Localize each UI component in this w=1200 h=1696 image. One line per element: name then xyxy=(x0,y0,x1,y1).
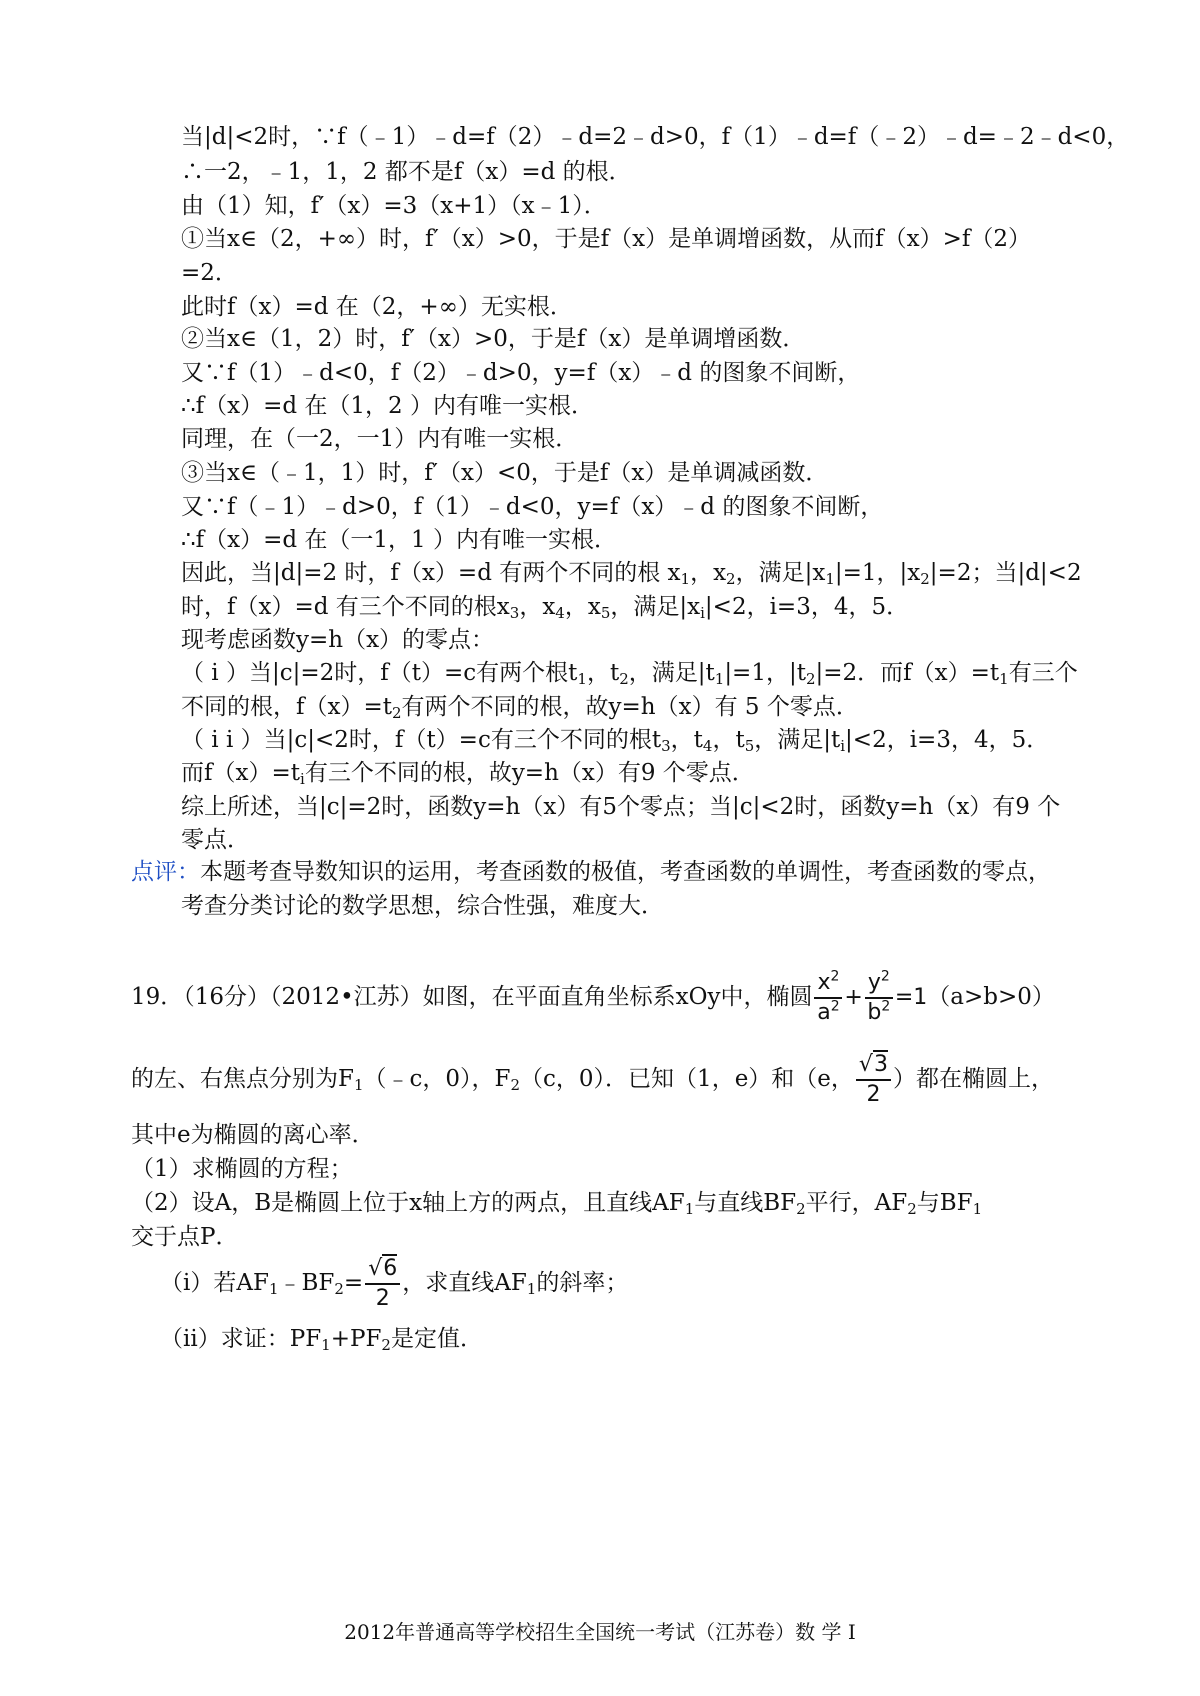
solution-line: 此时f（x）=d 在（2，+∞）无实根． xyxy=(181,294,573,320)
text: a xyxy=(817,1000,831,1025)
text: ，满足|x xyxy=(610,594,701,620)
text: 有三个不同的根，故y=h（x）有9 个零点． xyxy=(304,760,755,786)
subscript: 2 xyxy=(907,1200,917,1218)
subscript: 1 xyxy=(999,670,1009,688)
text: |<2，i=3，4，5． xyxy=(845,727,1050,753)
page-footer: 2012年普通高等学校招生全国统一考试（江苏卷）数 学 I xyxy=(344,1620,856,1644)
fraction-sqrt3-over-2 xyxy=(856,1051,891,1109)
text: 有两个不同的根，故y=h（x）有 5 个零点． xyxy=(401,694,859,720)
subscript: 1 xyxy=(526,1280,537,1298)
text: （a>b>0） xyxy=(927,984,1055,1010)
text: （﹣c，0），F xyxy=(363,1066,511,1092)
solution-line xyxy=(181,723,1049,757)
subscript: 5 xyxy=(744,737,755,755)
text: 19．（16分）（2012•江苏）如图，在平面直角坐标系xOy中，椭圆 xyxy=(131,984,813,1010)
subscript: 5 xyxy=(600,604,611,622)
text: ，满足|t xyxy=(754,727,841,753)
text: + xyxy=(844,985,863,1010)
text: |=2．而f（x）=t xyxy=(815,660,1000,686)
text: ，x xyxy=(564,594,601,620)
text: 2 xyxy=(375,1286,390,1311)
subscript: 1 xyxy=(321,1336,331,1354)
text: ，满足|x xyxy=(735,560,826,586)
text: 不同的根，f（x）=t xyxy=(181,694,392,720)
solution-line: ∴f（x）=d 在（一1，1 ）内有唯一实根． xyxy=(181,527,618,553)
text: √ xyxy=(858,1052,873,1077)
text: 时，f（x）=d 有三个不同的根x xyxy=(181,594,510,620)
text: b xyxy=(867,1000,882,1025)
text: =1 xyxy=(894,985,928,1010)
subscript: 1 xyxy=(268,1280,279,1298)
subscript: 2 xyxy=(381,1336,391,1354)
subscript: 2 xyxy=(392,704,402,722)
problem-line xyxy=(160,1248,628,1318)
text: ，t xyxy=(586,660,620,686)
problem-line xyxy=(131,1186,982,1220)
solution-line: ∴一2，﹣1，1，2 都不是f（x）=d 的根． xyxy=(181,159,632,185)
text: ，x xyxy=(690,560,727,586)
solution-line: 当|d|<2时，∵f（﹣1）﹣d=f（2）﹣d=2﹣d>0，f（1）﹣d=f（﹣2）﹣d=﹣2﹣d<0， xyxy=(181,124,1130,150)
text: 与直线BF xyxy=(694,1190,797,1216)
review-line xyxy=(131,855,1051,889)
subscript: 2 xyxy=(510,1076,521,1094)
subscript: 1 xyxy=(714,670,725,688)
solution-line: 零点． xyxy=(181,827,250,853)
text: 3 xyxy=(873,1052,888,1077)
text: （2）设A，B是椭圆上位于x轴上方的两点，且直线AF xyxy=(131,1190,685,1216)
solution-line: ①当x∈（2，+∞）时，f′（x）>0，于是f（x）是单调增函数，从而f（x）>f（2） xyxy=(181,226,1032,252)
subscript: 1 xyxy=(680,570,691,588)
text: （i）若AF xyxy=(160,1270,269,1296)
subscript: 1 xyxy=(972,1200,983,1218)
subscript: 4 xyxy=(555,604,565,622)
subscript: 2 xyxy=(796,1200,806,1218)
subscript: 3 xyxy=(509,604,520,622)
solution-line xyxy=(181,556,1082,590)
fraction-sqrt6-over-2 xyxy=(365,1255,400,1313)
text: y xyxy=(867,970,881,995)
solution-line xyxy=(181,656,1078,690)
text: 因此，当|d|=2 时，f（x）=d 有两个不同的根 x xyxy=(181,560,681,586)
subscript: 1 xyxy=(684,1200,695,1218)
text: （c，0）．已知（1，e）和（e， xyxy=(520,1066,854,1092)
solution-line: =2． xyxy=(181,260,238,286)
text: |=2；当|d|<2 xyxy=(929,560,1082,586)
problem-line: 交于点P． xyxy=(131,1224,239,1250)
problem-line xyxy=(160,1322,483,1356)
subscript: 3 xyxy=(661,737,671,755)
subscript: 4 xyxy=(702,737,713,755)
solution-line xyxy=(181,690,859,724)
superscript: 2 xyxy=(830,998,840,1015)
text: 2 xyxy=(866,1082,881,1107)
subscript: 1 xyxy=(825,570,835,588)
review-line: 考查分类讨论的数学思想，综合性强，难度大． xyxy=(181,893,664,919)
text: |=1，|t xyxy=(724,660,806,686)
text: 是定值． xyxy=(390,1326,483,1352)
subscript: 2 xyxy=(334,1280,344,1298)
review-label: 点评： xyxy=(131,859,200,885)
text: 有三个 xyxy=(1008,660,1078,686)
text: ﹣BF xyxy=(278,1270,335,1296)
solution-line: ∴f（x）=d 在（1，2 ）内有唯一实根． xyxy=(181,393,595,419)
text: 的左、右焦点分别为F xyxy=(131,1066,354,1092)
solution-line: 综上所述，当|c|=2时，函数y=h（x）有5个零点；当|c|<2时，函数y=h（x）有9 个 xyxy=(181,794,1061,820)
text: |<2，i=3，4，5． xyxy=(704,594,910,620)
fraction-y2-b2 xyxy=(865,969,893,1027)
solution-line xyxy=(181,756,755,790)
subscript: 2 xyxy=(920,570,930,588)
text: （ i i ）当|c|<2时，f（t）=c有三个不同的根t xyxy=(181,727,662,753)
subscript: 2 xyxy=(619,670,629,688)
text: 6 xyxy=(383,1256,398,1281)
text: 与BF xyxy=(916,1190,973,1216)
solution-line: 现考虑函数y=h（x）的零点： xyxy=(181,627,495,653)
solution-line: 同理，在（一2，一1）内有唯一实根． xyxy=(181,426,579,452)
text: ）都在椭圆上， xyxy=(892,1066,1054,1092)
text: = xyxy=(343,1270,364,1296)
text: ，求直线AF xyxy=(402,1270,527,1296)
problem-line: 其中e为椭圆的离心率． xyxy=(131,1122,375,1148)
subscript: 1 xyxy=(353,1076,364,1094)
text: 的斜率； xyxy=(536,1270,629,1296)
superscript: 2 xyxy=(881,998,891,1015)
text: 本题考查导数知识的运用，考查函数的极值，考查函数的单调性，考查函数的零点， xyxy=(200,859,1051,885)
text: 而f（x）=t xyxy=(181,760,300,786)
solution-line: 又∵f（1）﹣d<0，f（2）﹣d>0，y=f（x）﹣d 的图象不间断， xyxy=(181,360,861,386)
problem-line: （1）求椭圆的方程； xyxy=(131,1156,353,1182)
text: ，x xyxy=(519,594,556,620)
text: x xyxy=(817,970,831,995)
solution-line xyxy=(181,590,909,624)
text: 平行，AF xyxy=(805,1190,908,1216)
problem-line xyxy=(131,962,1055,1033)
subscript: 2 xyxy=(805,670,816,688)
text: ，t xyxy=(670,727,703,753)
subscript: 1 xyxy=(577,670,587,688)
subscript: i xyxy=(700,604,705,622)
fraction-x2-a2 xyxy=(814,969,842,1027)
subscript: i xyxy=(300,770,305,788)
text: ，满足|t xyxy=(628,660,715,686)
text: （ii）求证：PF xyxy=(160,1326,322,1352)
text: ，t xyxy=(712,727,745,753)
text: +PF xyxy=(330,1326,382,1352)
solution-line: ③当x∈（﹣1，1）时，f′（x）<0，于是f（x）是单调减函数． xyxy=(181,460,829,486)
text: （ i ）当|c|=2时，f（t）=c有两个根t xyxy=(181,660,578,686)
text: |=1，|x xyxy=(834,560,921,586)
problem-line xyxy=(131,1044,1054,1114)
solution-line: 又∵f（﹣1）﹣d>0，f（1）﹣d<0，y=f（x）﹣d 的图象不间断， xyxy=(181,494,884,520)
superscript: 2 xyxy=(880,968,890,985)
subscript: i xyxy=(840,737,846,755)
subscript: 2 xyxy=(726,570,736,588)
solution-line: 由（1）知，f′（x）=3（x+1）（x﹣1）． xyxy=(181,193,607,219)
text: √ xyxy=(368,1256,383,1281)
solution-line: ②当x∈（1，2）时，f′（x）>0，于是f（x）是单调增函数． xyxy=(181,326,806,352)
superscript: 2 xyxy=(830,968,840,985)
